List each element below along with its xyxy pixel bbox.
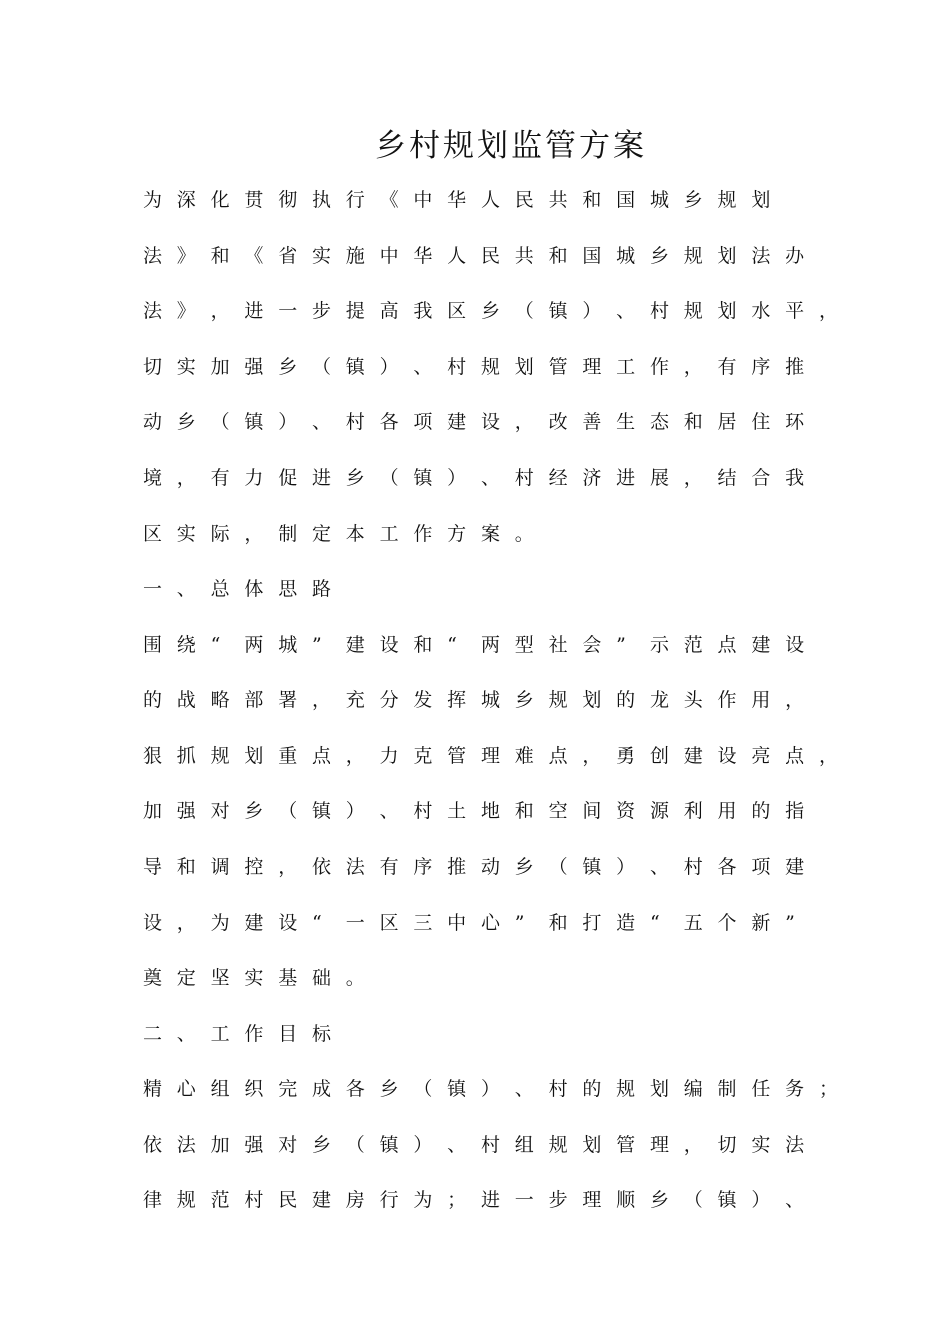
paragraph-line: 设 ， 为 建 设 “ 一 区 三 中 心 ” 和 打 造 “ 五 个 新 ” [143, 912, 795, 934]
paragraph-line: 的 战 略 部 署 ， 充 分 发 挥 城 乡 规 划 的 龙 头 作 用 ， [143, 689, 805, 711]
section-heading: 二 、 工 作 目 标 [143, 1023, 331, 1045]
paragraph-line: 法 》 ， 进 一 步 提 高 我 区 乡 （ 镇 ） 、 村 规 划 水 平 ， [143, 300, 838, 322]
paragraph-line: 加 强 对 乡 （ 镇 ） 、 村 土 地 和 空 间 资 源 利 用 的 指 [143, 800, 805, 822]
paragraph-line: 依 法 加 强 对 乡 （ 镇 ） 、 村 组 规 划 管 理 ， 切 实 法 [143, 1134, 805, 1156]
paragraph-line: 为 深 化 贯 彻 执 行 《 中 华 人 民 共 和 国 城 乡 规 划 [143, 189, 771, 211]
paragraph-line: 围 绕 “ 两 城 ” 建 设 和 “ 两 型 社 会 ” 示 范 点 建 设 [143, 634, 805, 656]
paragraph-line: 精 心 组 织 完 成 各 乡 （ 镇 ） 、 村 的 规 划 编 制 任 务 ； [143, 1078, 838, 1100]
section-heading: 一 、 总 体 思 路 [143, 578, 331, 600]
paragraph-line: 奠 定 坚 实 基 础 。 [143, 967, 365, 989]
document-title: 乡村规划监管方案 [375, 128, 647, 164]
paragraph-line: 法 》 和 《 省 实 施 中 华 人 民 共 和 国 城 乡 规 划 法 办 [143, 245, 805, 267]
paragraph-line: 动 乡 （ 镇 ） 、 村 各 项 建 设 ， 改 善 生 态 和 居 住 环 [143, 411, 805, 433]
paragraph-line: 律 规 范 村 民 建 房 行 为 ； 进 一 步 理 顺 乡 （ 镇 ） 、 [143, 1189, 805, 1211]
paragraph-line: 切 实 加 强 乡 （ 镇 ） 、 村 规 划 管 理 工 作 ， 有 序 推 [143, 356, 805, 378]
paragraph-line: 境 ， 有 力 促 进 乡 （ 镇 ） 、 村 经 济 进 展 ， 结 合 我 [143, 467, 805, 489]
paragraph-line: 狠 抓 规 划 重 点 ， 力 克 管 理 难 点 ， 勇 创 建 设 亮 点 ， [143, 745, 838, 767]
paragraph-line: 导 和 调 控 ， 依 法 有 序 推 动 乡 （ 镇 ） 、 村 各 项 建 [143, 856, 805, 878]
paragraph-line: 区 实 际 ， 制 定 本 工 作 方 案 。 [143, 523, 534, 545]
